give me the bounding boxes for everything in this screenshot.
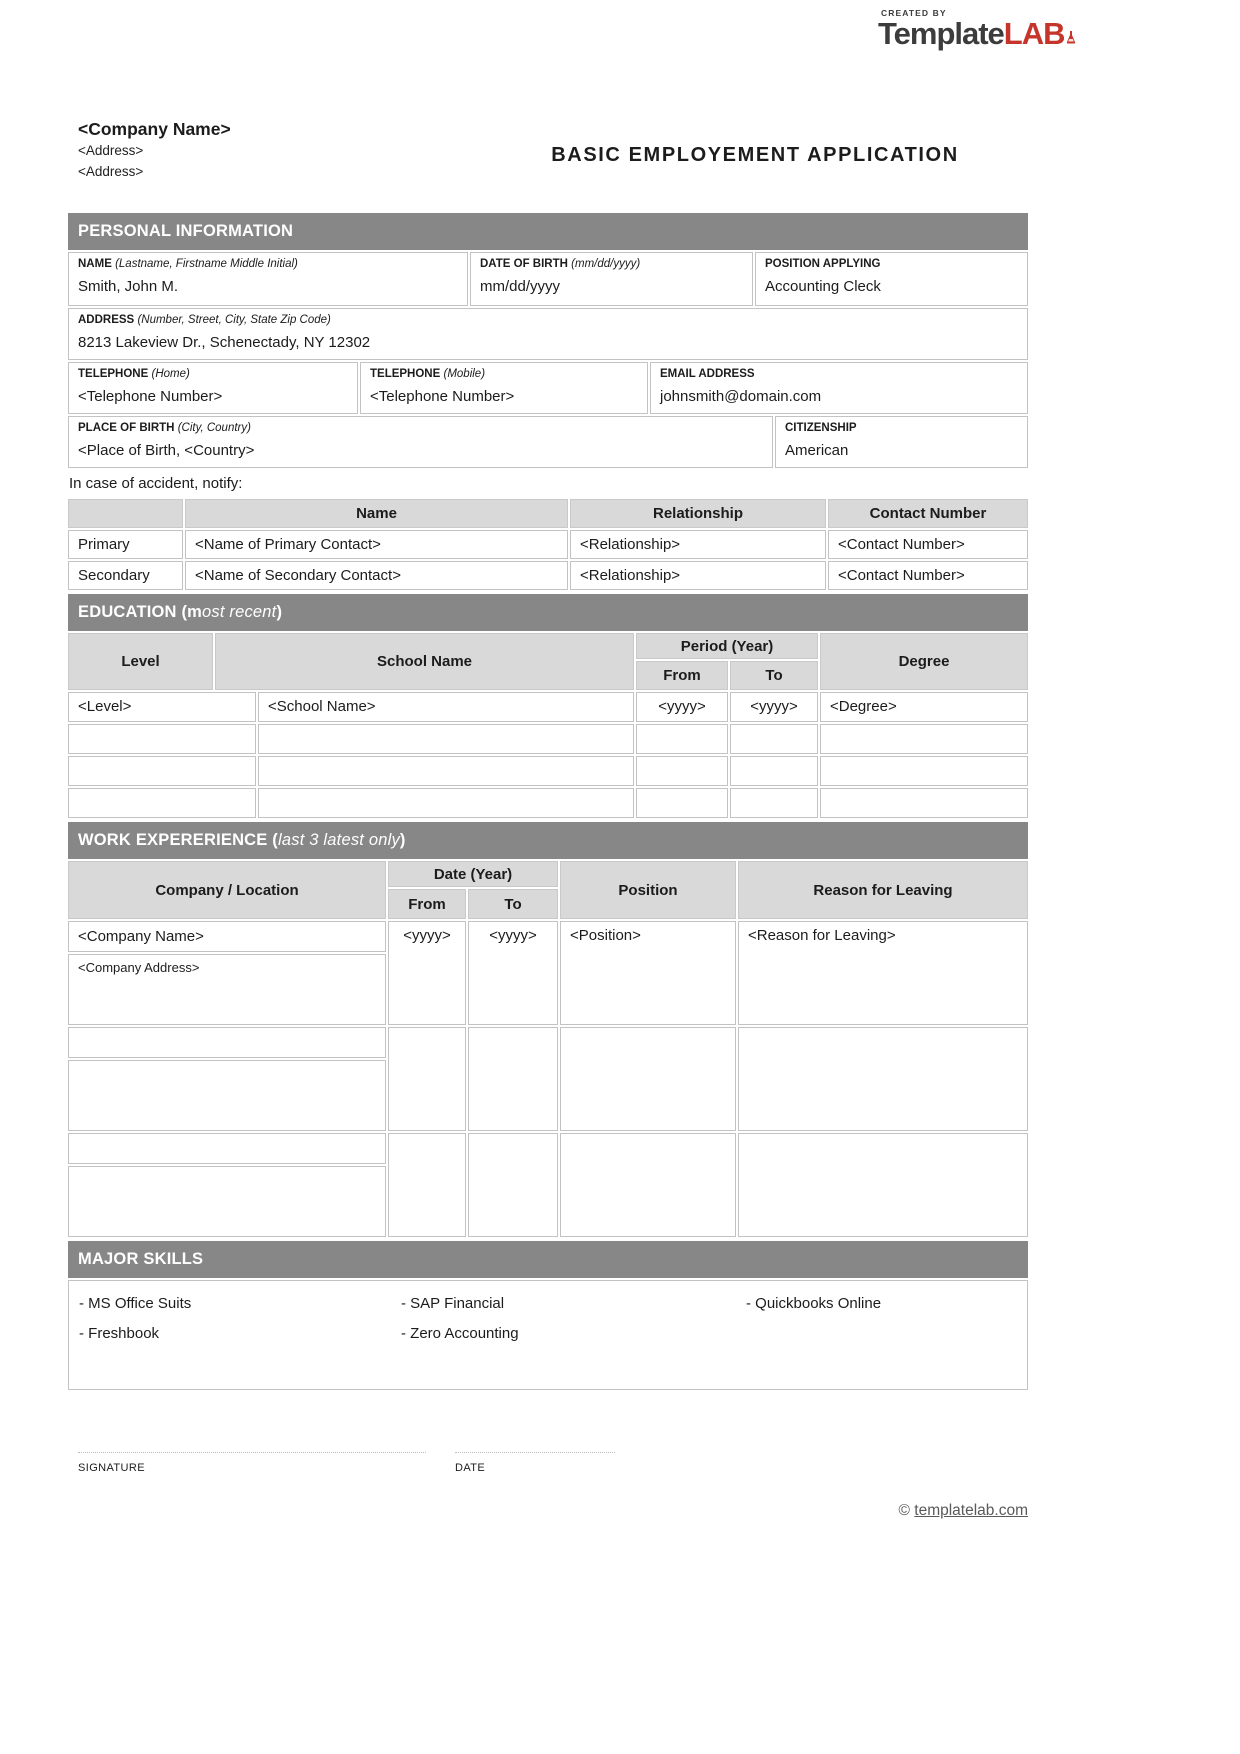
education-school-value (258, 756, 634, 786)
education-school-value (258, 724, 634, 754)
work-company-name-value: <Company Name> (68, 921, 386, 952)
accident-header-contact-number: Contact Number (828, 499, 1028, 528)
form-title: BASIC EMPLOYEMENT APPLICATION (551, 144, 959, 166)
site-footer (68, 1502, 1028, 1520)
education-header-degree: Degree (820, 633, 1028, 690)
citizenship-label: CITIZENSHIP (785, 422, 857, 434)
education-section-title-close: ) (276, 603, 283, 621)
education-degree-value (820, 756, 1028, 786)
section-bar-work-experience (68, 822, 1028, 859)
date-label: DATE (455, 1462, 486, 1474)
skill-item: - Freshbook (79, 1325, 160, 1342)
work-to-value: <yyyy> (468, 921, 558, 1025)
email-value: johnsmith@domain.com (660, 388, 822, 405)
education-section-title-italic: ost recent (202, 603, 277, 621)
work-header-position: Position (560, 861, 736, 919)
section-bar-education (68, 594, 1028, 631)
citizenship-value: American (785, 442, 849, 459)
education-header-level: Level (68, 633, 213, 690)
field-date-of-birth (470, 252, 753, 306)
templatelab-logo (878, 8, 1108, 50)
field-place-of-birth (68, 416, 773, 468)
accident-primary-type: Primary (68, 530, 183, 559)
field-telephone-home (68, 362, 358, 414)
accident-row-primary (68, 530, 1028, 559)
education-from-value (636, 724, 728, 754)
education-to-value (730, 756, 818, 786)
signature-line (78, 1452, 426, 1453)
name-value: Smith, John M. (78, 278, 179, 295)
personal-section-title: PERSONAL INFORMATION (78, 222, 294, 240)
education-header-school-name: School Name (215, 633, 634, 690)
work-section-title-bold: WORK EXPERERIENCE ( (78, 831, 278, 849)
name-hint: (Lastname, Firstname Middle Initial) (115, 258, 298, 270)
copyright-icon: © (898, 1502, 910, 1519)
accident-secondary-type: Secondary (68, 561, 183, 590)
work-row (68, 1133, 1028, 1237)
accident-table-header (68, 499, 1028, 528)
logo-created-by: CREATED BY (881, 8, 947, 18)
education-row (68, 788, 1028, 818)
work-row (68, 921, 1028, 1025)
address-value: 8213 Lakeview Dr., Schenectady, NY 12302 (78, 334, 371, 351)
telephone-mobile-label: TELEPHONE (370, 368, 441, 380)
education-school-value (258, 788, 634, 818)
date-line (455, 1452, 615, 1453)
email-label: EMAIL ADDRESS (660, 368, 755, 380)
education-row (68, 724, 1028, 754)
education-degree-value: <Degree> (820, 692, 1028, 722)
education-level-value (68, 756, 256, 786)
form-body (68, 213, 1028, 1520)
section-bar-personal-information (68, 213, 1028, 250)
education-header-to: To (730, 661, 818, 690)
work-to-value (468, 1133, 558, 1237)
accident-row-secondary (68, 561, 1028, 590)
work-table-header (68, 861, 1028, 919)
field-citizenship (775, 416, 1028, 468)
work-reason-value: <Reason for Leaving> (738, 921, 1028, 1025)
field-name (68, 252, 468, 306)
accident-header-blank (68, 499, 183, 528)
company-address-line-2: <Address> (78, 163, 144, 179)
logo-template-text: Template (878, 16, 1004, 51)
accident-primary-relationship: <Relationship> (570, 530, 826, 559)
education-from-value: <yyyy> (636, 692, 728, 722)
accident-header-name: Name (185, 499, 568, 528)
document-header (68, 118, 1028, 182)
accident-primary-contact: <Contact Number> (828, 530, 1028, 559)
accident-notify-intro: In case of accident, notify: (69, 475, 243, 492)
skill-item: - MS Office Suits (79, 1295, 192, 1312)
work-company-address-value: <Company Address> (68, 954, 386, 1025)
logo-lab-text: LAB (1003, 16, 1065, 51)
work-header-from: From (388, 889, 466, 919)
place-of-birth-value: <Place of Birth, <Country> (78, 442, 255, 459)
work-section-title-close: ) (399, 831, 406, 849)
skills-box (68, 1280, 1028, 1390)
work-from-value: <yyyy> (388, 921, 466, 1025)
field-telephone-mobile (360, 362, 648, 414)
footer-site-link[interactable]: templatelab.com (914, 1502, 1028, 1519)
work-header-company-location: Company / Location (68, 861, 386, 919)
accident-secondary-relationship: <Relationship> (570, 561, 826, 590)
skill-item: - Zero Accounting (401, 1325, 519, 1342)
work-position-value (560, 1133, 736, 1237)
work-position-value: <Position> (560, 921, 736, 1025)
accident-header-relationship: Relationship (570, 499, 826, 528)
education-degree-value (820, 788, 1028, 818)
education-to-value (730, 788, 818, 818)
education-from-value (636, 756, 728, 786)
skill-item: - SAP Financial (401, 1295, 505, 1312)
company-name-placeholder: <Company Name> (78, 119, 231, 139)
work-row (68, 1027, 1028, 1131)
education-level-value: <Level> (68, 692, 256, 722)
skill-item (746, 1319, 1027, 1349)
company-address-line-1: <Address> (78, 143, 144, 158)
education-school-value: <School Name> (258, 692, 634, 722)
work-reason-value (738, 1027, 1028, 1131)
education-from-value (636, 788, 728, 818)
place-of-birth-hint: (City, Country) (177, 422, 251, 434)
work-company-name-value (68, 1133, 386, 1164)
education-header-from: From (636, 661, 728, 690)
position-value: Accounting Cleck (765, 278, 881, 295)
dob-label: DATE OF BIRTH (480, 258, 568, 270)
work-header-date-year: Date (Year) (388, 861, 558, 887)
field-email-address (650, 362, 1028, 414)
field-address (68, 308, 1028, 360)
telephone-home-value: <Telephone Number> (78, 388, 223, 405)
place-of-birth-label: PLACE OF BIRTH (78, 422, 175, 434)
accident-secondary-contact: <Contact Number> (828, 561, 1028, 590)
education-section-title-bold: EDUCATION (m (78, 603, 203, 621)
education-header-period: Period (Year) (636, 633, 818, 659)
section-bar-major-skills (68, 1241, 1028, 1278)
work-company-name-value (68, 1027, 386, 1058)
work-company-address-value (68, 1060, 386, 1131)
work-to-value (468, 1027, 558, 1131)
education-to-value: <yyyy> (730, 692, 818, 722)
accident-primary-name: <Name of Primary Contact> (185, 530, 568, 559)
telephone-home-label: TELEPHONE (78, 368, 149, 380)
telephone-home-hint: (Home) (151, 368, 190, 380)
work-company-address-value (68, 1166, 386, 1237)
skills-section-title: MAJOR SKILLS (78, 1250, 204, 1268)
education-row (68, 692, 1028, 722)
work-header-to: To (468, 889, 558, 919)
education-to-value (730, 724, 818, 754)
telephone-mobile-value: <Telephone Number> (370, 388, 515, 405)
field-position-applying (755, 252, 1028, 306)
skill-item: - Quickbooks Online (746, 1295, 882, 1312)
dob-value: mm/dd/yyyy (480, 278, 561, 295)
education-level-value (68, 724, 256, 754)
work-position-value (560, 1027, 736, 1131)
work-section-title-italic: last 3 latest only (278, 831, 400, 849)
signoff-area (68, 1452, 1028, 1474)
education-row (68, 756, 1028, 786)
flask-icon (1066, 18, 1076, 32)
education-level-value (68, 788, 256, 818)
education-degree-value (820, 724, 1028, 754)
work-from-value (388, 1133, 466, 1237)
signature-label: SIGNATURE (78, 1462, 145, 1474)
work-header-reason: Reason for Leaving (738, 861, 1028, 919)
address-label: ADDRESS (78, 314, 135, 326)
work-from-value (388, 1027, 466, 1131)
telephone-mobile-hint: (Mobile) (443, 368, 486, 380)
position-label: POSITION APPLYING (765, 258, 881, 270)
name-label: NAME (78, 258, 112, 270)
education-table-header (68, 633, 1028, 690)
work-reason-value (738, 1133, 1028, 1237)
accident-secondary-name: <Name of Secondary Contact> (185, 561, 568, 590)
address-hint: (Number, Street, City, State Zip Code) (137, 314, 331, 326)
dob-hint: (mm/dd/yyyy) (571, 258, 641, 270)
